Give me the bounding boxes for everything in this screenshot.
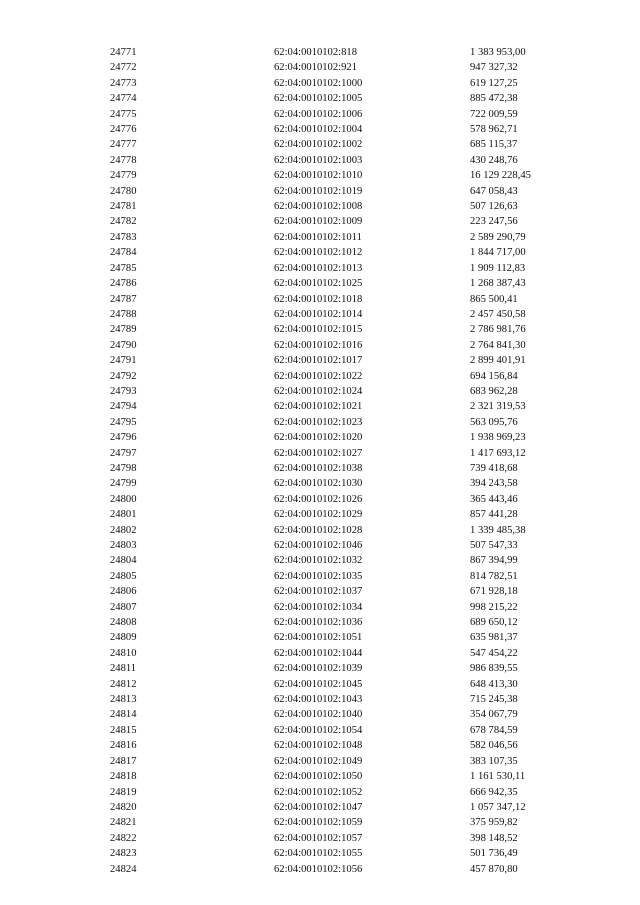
table-row: [0, 661, 640, 676]
row-number-cell: 24790: [110, 339, 137, 351]
table-row: [0, 461, 640, 476]
left-margin-cell: [0, 692, 110, 707]
row-number-cell: 24808: [110, 617, 137, 629]
cadastral-number-cell: 62:04:0010102:1014: [274, 308, 363, 320]
table-row: [0, 276, 640, 291]
table-row: [0, 60, 640, 75]
left-margin-cell: [0, 45, 110, 60]
row-number-cell: 24798: [110, 462, 137, 474]
table-row: [0, 630, 640, 645]
value-cell: 685 115,37: [470, 139, 518, 151]
left-margin-cell: [0, 476, 110, 491]
cadastral-number-cell: 62:04:0010102:1013: [274, 262, 363, 274]
value-cell: 16 129 228,45: [470, 170, 531, 182]
value-cell: 1 938 969,23: [470, 432, 526, 444]
cadastral-number-cell: 62:04:0010102:1045: [274, 678, 363, 690]
value-cell: 398 148,52: [470, 832, 518, 844]
cadastral-number-cell: 62:04:0010102:1000: [274, 77, 363, 89]
cadastral-number-cell: 62:04:0010102:1016: [274, 339, 363, 351]
cadastral-number-cell: 62:04:0010102:1006: [274, 108, 363, 120]
left-margin-cell: [0, 538, 110, 553]
table-row: [0, 707, 640, 722]
table-row: [0, 322, 640, 337]
table-row: [0, 584, 640, 599]
row-number-cell: 24812: [110, 678, 137, 690]
row-number-cell: 24807: [110, 601, 137, 613]
value-cell: 547 454,22: [470, 647, 518, 659]
value-cell: 1 161 530,11: [470, 771, 526, 783]
row-number-cell: 24794: [110, 401, 137, 413]
row-number-cell: 24797: [110, 447, 137, 459]
value-cell: 739 418,68: [470, 462, 518, 474]
left-margin-cell: [0, 384, 110, 399]
left-margin-cell: [0, 846, 110, 861]
table-row: [0, 677, 640, 692]
left-margin-cell: [0, 60, 110, 75]
row-number-cell: 24777: [110, 139, 137, 151]
table-row: [0, 369, 640, 384]
value-cell: 582 046,56: [470, 740, 518, 752]
cadastral-number-cell: 62:04:0010102:1032: [274, 555, 363, 567]
cadastral-number-cell: 62:04:0010102:1049: [274, 755, 363, 767]
table-row: [0, 107, 640, 122]
left-margin-cell: [0, 553, 110, 568]
row-number-cell: 24809: [110, 632, 137, 644]
left-margin-cell: [0, 785, 110, 800]
value-cell: 885 472,38: [470, 93, 518, 105]
left-margin-cell: [0, 369, 110, 384]
value-cell: 671 928,18: [470, 586, 518, 598]
cadastral-number-cell: 62:04:0010102:1055: [274, 848, 363, 860]
table-row: [0, 538, 640, 553]
row-number-cell: 24821: [110, 817, 137, 829]
left-margin-cell: [0, 276, 110, 291]
table-body: [0, 45, 640, 877]
row-number-cell: 24816: [110, 740, 137, 752]
value-cell: 1 339 485,38: [470, 524, 526, 536]
row-number-cell: 24787: [110, 293, 137, 305]
cadastral-number-cell: 62:04:0010102:1002: [274, 139, 363, 151]
left-margin-cell: [0, 261, 110, 276]
left-margin-cell: [0, 723, 110, 738]
value-cell: 457 870,80: [470, 863, 518, 875]
left-margin-cell: [0, 307, 110, 322]
value-cell: 2 589 290,79: [470, 231, 526, 243]
row-number-cell: 24788: [110, 308, 137, 320]
left-margin-cell: [0, 353, 110, 368]
table-row: [0, 862, 640, 877]
table-row: [0, 646, 640, 661]
table-row: [0, 261, 640, 276]
table-row: [0, 338, 640, 353]
cadastral-number-cell: 62:04:0010102:1054: [274, 724, 363, 736]
value-cell: 354 067,79: [470, 709, 518, 721]
value-cell: 2 457 450,58: [470, 308, 526, 320]
left-margin-cell: [0, 707, 110, 722]
cadastral-number-cell: 62:04:0010102:1025: [274, 278, 363, 290]
cadastral-number-cell: 62:04:0010102:1029: [274, 509, 363, 521]
row-number-cell: 24773: [110, 77, 137, 89]
row-number-cell: 24824: [110, 863, 137, 875]
value-cell: 578 962,71: [470, 124, 518, 136]
cadastral-number-cell: 62:04:0010102:1018: [274, 293, 363, 305]
left-margin-cell: [0, 507, 110, 522]
cadastral-number-cell: 62:04:0010102:1017: [274, 355, 363, 367]
row-number-cell: 24803: [110, 540, 137, 551]
cadastral-number-cell: 62:04:0010102:1012: [274, 247, 363, 259]
row-number-cell: 24784: [110, 247, 137, 259]
table-row: [0, 569, 640, 584]
row-number-cell: 24823: [110, 848, 137, 860]
left-margin-cell: [0, 91, 110, 106]
row-number-cell: 24805: [110, 570, 137, 582]
cadastral-number-cell: 62:04:0010102:1027: [274, 447, 363, 459]
left-margin-cell: [0, 245, 110, 260]
cadastral-number-cell: 62:04:0010102:1039: [274, 663, 363, 675]
value-cell: 2 899 401,91: [470, 355, 526, 367]
value-cell: 715 245,38: [470, 694, 518, 706]
row-number-cell: 24815: [110, 724, 137, 736]
value-cell: 857 441,28: [470, 509, 518, 521]
table-row: [0, 245, 640, 260]
left-margin-cell: [0, 600, 110, 615]
table-row: [0, 769, 640, 784]
row-number-cell: 24781: [110, 201, 137, 213]
cadastral-number-cell: 62:04:0010102:1020: [274, 432, 363, 444]
value-cell: 678 784,59: [470, 724, 518, 736]
row-number-cell: 24782: [110, 216, 137, 228]
row-number-cell: 24820: [110, 801, 137, 813]
row-number-cell: 24789: [110, 324, 137, 336]
cadastral-number-cell: 62:04:0010102:1021: [274, 401, 363, 413]
left-margin-cell: [0, 461, 110, 476]
cadastral-number-cell: 62:04:0010102:1046: [274, 540, 363, 551]
table-row: [0, 91, 640, 106]
left-margin-cell: [0, 122, 110, 137]
table-row: [0, 785, 640, 800]
row-number-cell: 24774: [110, 93, 137, 105]
cadastral-number-cell: 62:04:0010102:1056: [274, 863, 363, 875]
left-margin-cell: [0, 754, 110, 769]
cadastral-number-cell: 62:04:0010102:1005: [274, 93, 363, 105]
table-row: [0, 184, 640, 199]
value-cell: 507 126,63: [470, 201, 518, 213]
left-margin-cell: [0, 815, 110, 830]
cadastral-number-cell: 62:04:0010102:1059: [274, 817, 363, 829]
left-margin-cell: [0, 446, 110, 461]
row-number-cell: 24796: [110, 432, 137, 444]
table-row: [0, 507, 640, 522]
row-number-cell: 24799: [110, 478, 137, 490]
cadastral-number-cell: 62:04:0010102:1050: [274, 771, 363, 783]
row-number-cell: 24814: [110, 709, 137, 721]
table-row: [0, 292, 640, 307]
row-number-cell: 24819: [110, 786, 137, 798]
left-margin-cell: [0, 399, 110, 414]
left-margin-cell: [0, 862, 110, 877]
left-margin-cell: [0, 230, 110, 245]
cadastral-number-cell: 62:04:0010102:1024: [274, 385, 363, 397]
value-cell: 666 942,35: [470, 786, 518, 798]
table-row: [0, 230, 640, 245]
table-row: [0, 723, 640, 738]
row-number-cell: 24793: [110, 385, 137, 397]
left-margin-cell: [0, 661, 110, 676]
table-row: [0, 446, 640, 461]
value-cell: 865 500,41: [470, 293, 518, 305]
left-margin-cell: [0, 738, 110, 753]
table-row: [0, 600, 640, 615]
row-number-cell: 24778: [110, 154, 137, 166]
value-cell: 394 243,58: [470, 478, 518, 490]
value-cell: 648 413,30: [470, 678, 518, 690]
value-cell: 365 443,46: [470, 493, 518, 505]
cadastral-number-cell: 62:04:0010102:1040: [274, 709, 363, 721]
value-cell: 563 095,76: [470, 416, 518, 428]
left-margin-cell: [0, 137, 110, 152]
row-number-cell: 24772: [110, 62, 137, 74]
row-number-cell: 24786: [110, 278, 137, 290]
left-margin-cell: [0, 76, 110, 91]
table-row: [0, 137, 640, 152]
row-number-cell: 24806: [110, 586, 137, 598]
table-row: [0, 199, 640, 214]
left-margin-cell: [0, 646, 110, 661]
table-row: [0, 307, 640, 322]
value-cell: 947 327,32: [470, 62, 518, 74]
row-number-cell: 24780: [110, 185, 137, 197]
value-cell: 1 909 112,83: [470, 262, 526, 274]
value-cell: 501 736,49: [470, 848, 518, 860]
table-row: [0, 399, 640, 414]
left-margin-cell: [0, 677, 110, 692]
value-cell: 507 547,33: [470, 540, 518, 551]
table-row: [0, 523, 640, 538]
left-margin-cell: [0, 199, 110, 214]
row-number-cell: 24791: [110, 355, 137, 367]
left-margin-cell: [0, 831, 110, 846]
value-cell: 1 844 717,00: [470, 247, 526, 259]
row-number-cell: 24801: [110, 509, 137, 521]
value-cell: 2 786 981,76: [470, 324, 526, 336]
cadastral-number-cell: 62:04:0010102:921: [274, 62, 357, 74]
cadastral-number-cell: 62:04:0010102:1003: [274, 154, 363, 166]
table-row: [0, 353, 640, 368]
table-row: [0, 153, 640, 168]
cadastral-number-cell: 62:04:0010102:1019: [274, 185, 363, 197]
table-row: [0, 122, 640, 137]
row-number-cell: 24775: [110, 108, 137, 120]
row-number-cell: 24800: [110, 493, 137, 505]
row-number-cell: 24771: [110, 47, 137, 58]
cadastral-number-cell: 62:04:0010102:1035: [274, 570, 363, 582]
left-margin-cell: [0, 800, 110, 815]
row-number-cell: 24783: [110, 231, 137, 243]
row-number-cell: 24802: [110, 524, 137, 536]
value-cell: 694 156,84: [470, 370, 518, 382]
row-number-cell: 24792: [110, 370, 137, 382]
value-cell: 223 247,56: [470, 216, 518, 228]
table-row: [0, 76, 640, 91]
left-margin-cell: [0, 769, 110, 784]
cadastral-number-cell: 62:04:0010102:1026: [274, 493, 363, 505]
row-number-cell: 24822: [110, 832, 137, 844]
left-margin-cell: [0, 584, 110, 599]
row-number-cell: 24795: [110, 416, 137, 428]
table-row: [0, 692, 640, 707]
left-margin-cell: [0, 292, 110, 307]
table-row: [0, 800, 640, 815]
row-number-cell: 24779: [110, 170, 137, 182]
left-margin-cell: [0, 569, 110, 584]
cadastral-number-cell: 62:04:0010102:1034: [274, 601, 363, 613]
cadastral-value-table: [0, 45, 640, 877]
row-number-cell: 24818: [110, 771, 137, 783]
value-cell: 867 394,99: [470, 555, 518, 567]
row-number-cell: 24810: [110, 647, 137, 659]
cadastral-number-cell: 62:04:0010102:1004: [274, 124, 363, 136]
value-cell: 375 959,82: [470, 817, 518, 829]
table-row: [0, 615, 640, 630]
left-margin-cell: [0, 415, 110, 430]
left-margin-cell: [0, 523, 110, 538]
row-number-cell: 24776: [110, 124, 137, 136]
cadastral-number-cell: 62:04:0010102:1036: [274, 617, 363, 629]
value-cell: 814 782,51: [470, 570, 518, 582]
cadastral-number-cell: 62:04:0010102:1010: [274, 170, 363, 182]
cadastral-number-cell: 62:04:0010102:1038: [274, 462, 363, 474]
value-cell: 1 383 953,00: [470, 47, 526, 58]
cadastral-number-cell: 62:04:0010102:1011: [274, 231, 362, 243]
cadastral-number-cell: 62:04:0010102:1044: [274, 647, 363, 659]
row-number-cell: 24813: [110, 694, 137, 706]
value-cell: 1 268 387,43: [470, 278, 526, 290]
value-cell: 2 321 319,53: [470, 401, 526, 413]
cadastral-number-cell: 62:04:0010102:1030: [274, 478, 363, 490]
cadastral-number-cell: 62:04:0010102:1052: [274, 786, 363, 798]
table-row: [0, 553, 640, 568]
cadastral-number-cell: 62:04:0010102:1051: [274, 632, 363, 644]
table-row: [0, 430, 640, 445]
cadastral-number-cell: 62:04:0010102:818: [274, 47, 357, 58]
cadastral-number-cell: 62:04:0010102:1009: [274, 216, 363, 228]
cadastral-number-cell: 62:04:0010102:1048: [274, 740, 363, 752]
table-row: [0, 846, 640, 861]
value-cell: 689 650,12: [470, 617, 518, 629]
row-number-cell: 24811: [110, 663, 137, 675]
value-cell: 998 215,22: [470, 601, 518, 613]
value-cell: 635 981,37: [470, 632, 518, 644]
left-margin-cell: [0, 492, 110, 507]
cadastral-number-cell: 62:04:0010102:1047: [274, 801, 363, 813]
table-row: [0, 214, 640, 229]
cadastral-number-cell: 62:04:0010102:1028: [274, 524, 363, 536]
cadastral-number-cell: 62:04:0010102:1037: [274, 586, 363, 598]
cadastral-number-cell: 62:04:0010102:1022: [274, 370, 363, 382]
table-row: [0, 476, 640, 491]
value-cell: 722 009,59: [470, 108, 518, 120]
table-row: [0, 738, 640, 753]
value-cell: 1 057 347,12: [470, 801, 526, 813]
left-margin-cell: [0, 615, 110, 630]
row-number-cell: 24817: [110, 755, 137, 767]
cadastral-number-cell: 62:04:0010102:1008: [274, 201, 363, 213]
left-margin-cell: [0, 322, 110, 337]
value-cell: 1 417 693,12: [470, 447, 526, 459]
cadastral-number-cell: 62:04:0010102:1015: [274, 324, 363, 336]
value-cell: 986 839,55: [470, 663, 518, 675]
cadastral-number-cell: 62:04:0010102:1023: [274, 416, 363, 428]
table-row: [0, 754, 640, 769]
table-row: [0, 384, 640, 399]
row-number-cell: 24804: [110, 555, 137, 567]
left-margin-cell: [0, 630, 110, 645]
value-cell: 619 127,25: [470, 77, 518, 89]
cadastral-number-cell: 62:04:0010102:1043: [274, 694, 363, 706]
left-margin-cell: [0, 168, 110, 183]
value-cell: 383 107,35: [470, 755, 518, 767]
table-row: [0, 45, 640, 60]
cadastral-number-cell: 62:04:0010102:1057: [274, 832, 363, 844]
value-cell: 683 962,28: [470, 385, 518, 397]
left-margin-cell: [0, 184, 110, 199]
left-margin-cell: [0, 153, 110, 168]
table-row: [0, 815, 640, 830]
row-number-cell: 24785: [110, 262, 137, 274]
left-margin-cell: [0, 214, 110, 229]
table-row: [0, 831, 640, 846]
table-row: [0, 168, 640, 183]
value-cell: 430 248,76: [470, 154, 518, 166]
table-row: [0, 492, 640, 507]
left-margin-cell: [0, 338, 110, 353]
table-row: [0, 415, 640, 430]
value-cell: 647 058,43: [470, 185, 518, 197]
left-margin-cell: [0, 107, 110, 122]
value-cell: 2 764 841,30: [470, 339, 526, 351]
left-margin-cell: [0, 430, 110, 445]
